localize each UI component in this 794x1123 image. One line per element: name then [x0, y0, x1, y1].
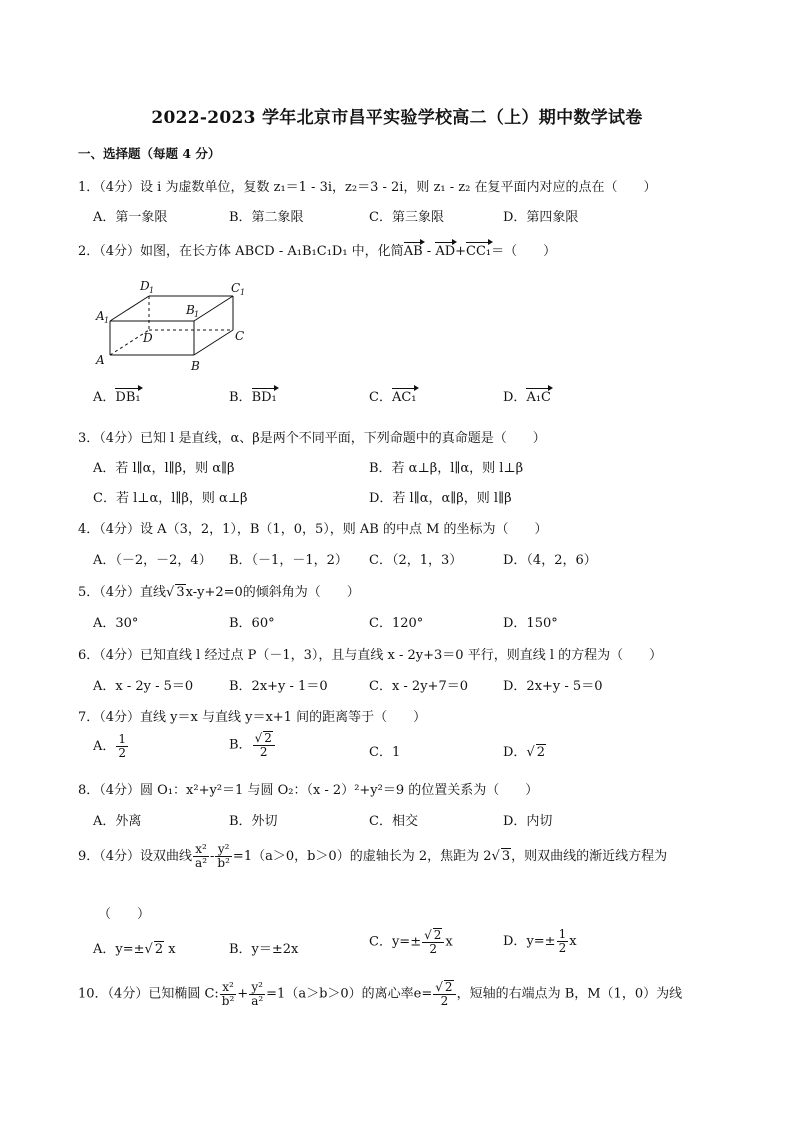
q2-option-b: B．BD₁ — [229, 386, 277, 405]
label-b1: B — [186, 303, 195, 317]
vector-ad: AD — [435, 241, 455, 259]
q2-option-d: D．A₁C — [503, 386, 551, 405]
q8-option-d: D．内切 — [503, 814, 553, 829]
q4-option-d: D．（4，2，6） — [503, 553, 597, 568]
label-b: B — [191, 359, 200, 373]
label-d: D — [143, 331, 153, 345]
q9-option-b: B．y＝±2x — [229, 942, 299, 957]
question-8: 8．（4分）圆 O₁：x²+y²＝1 与圆 O₂：（x - 2）²+y²＝9 的位置关系为（ ） — [78, 783, 539, 798]
q9-option-d: D．y=± $\frac{1}{2}$ x — [503, 927, 577, 956]
question-2: 2．（4分）如图，在长方体 ABCD - A₁B₁C₁D₁ 中，化简AB - AD+CC₁＝（ ） — [78, 240, 556, 259]
q1-option-b: B．第二象限 — [229, 210, 304, 225]
q1-option-a: A．第一象限 — [93, 210, 168, 225]
q2-option-a: A．DB₁ — [93, 386, 141, 405]
q6-option-c: C．x - 2y+7＝0 — [369, 679, 468, 694]
q3-option-d: D．若 l∥α，α∥β，则 l∥β — [369, 491, 512, 506]
svg-text:1: 1 — [240, 288, 246, 297]
question-1: 1．（4分）设 i 为虚数单位，复数 z₁＝1 - 3i，z₂＝3 - 2i，则 z₁ - z₂ 在复平面内对应的点在（ ） — [78, 180, 657, 195]
q7-option-a: A． $\frac{1}{2}$ — [93, 732, 127, 761]
q8-option-b: B．外切 — [229, 814, 278, 829]
q6-option-b: B．2x+y - 1＝0 — [229, 679, 328, 694]
q6-option-a: A．x - 2y - 5＝0 — [93, 679, 194, 694]
q1-option-d: D．第四象限 — [503, 210, 579, 225]
q7-option-c: C．1 — [369, 745, 401, 760]
q2-option-c: C．AC₁ — [369, 386, 417, 405]
q4-option-c: C．（2，1，3） — [369, 553, 463, 568]
q1-option-c: C．第三象限 — [369, 210, 444, 225]
label-c1: C — [231, 281, 241, 295]
label-c: C — [235, 329, 245, 343]
question-4: 4．（4分）设 A（3，2，1），B（1，0，5），则 AB 的中点 M 的坐标为（ ） — [78, 522, 548, 537]
q5-option-c: C．120° — [369, 616, 424, 631]
q5-option-a: A．30° — [93, 616, 139, 631]
question-3: 3．（4分）已知 l 是直线，α、β是两个不同平面，下列命题中的真命题是（ ） — [78, 431, 546, 446]
q9-option-a: A．y=±√ 2 x — [93, 942, 176, 957]
label-a: A — [96, 353, 105, 367]
q5-option-b: B．60° — [229, 616, 275, 631]
q5-option-d: D．150° — [503, 616, 558, 631]
label-a1: A — [96, 309, 105, 323]
svg-text:1: 1 — [104, 316, 110, 325]
vector-ab: AB — [404, 241, 423, 259]
question-9: 9．（4分）设双曲线 $\frac{\text{x²}}{\text{a²}}$ - $\frac{\text{y²}}{\text{b²}}$ =1（a＞0，b＞0）的虚轴长为 2，焦距为 2√ 3，则双曲线的渐近线方程为 — [78, 842, 668, 871]
question-6: 6．（4分）已知直线 l 经过点 P（－1，3），且与直线 x - 2y+3＝0 平行，则直线 l 的方程为（ ） — [78, 648, 663, 663]
q8-option-a: A．外离 — [93, 814, 142, 829]
q9-answer-blank: （ ） — [98, 907, 151, 922]
q7-option-d: D．√ 2 — [503, 745, 546, 760]
q9-option-c: C．y=± $\frac{√ 2}{2}$ x — [369, 928, 453, 957]
vector-cc1: CC₁ — [466, 241, 491, 259]
q3-option-a: A．若 l∥α，l∥β，则 α∥β — [93, 461, 235, 476]
question-10: 10．（4分）已知椭圆 C: $\frac{\text{x²}}{\text{b²}}$ + $\frac{\text{y²}}{\text{a²}}$ =1（a＞b＞0）的离心率e= $\frac{√ 2}{2}$ ，短轴的右端点为 B，M（1，0）为线 — [78, 979, 683, 1009]
svg-text:1: 1 — [194, 310, 200, 319]
question-7: 7．（4分）直线 y＝x 与直线 y＝x+1 间的距离等于（ ） — [78, 710, 427, 725]
q4-option-b: B．（－1，－1，2） — [229, 553, 348, 568]
q3-option-c: C．若 l⊥α，l∥β，则 α⊥β — [93, 491, 248, 506]
svg-text:1: 1 — [149, 286, 155, 295]
label-d1: D — [140, 279, 150, 293]
question-5: 5．（4分）直线√ 3x-y+2=0的倾斜角为（ ） — [78, 585, 360, 600]
page-title: 2022-2023 学年北京市昌平实验学校高二（上）期中数学试卷 — [151, 108, 643, 128]
q7-option-b: B． $\frac{√ 2}{2}$ — [229, 731, 276, 759]
section-heading: 一、选择题（每题 4 分） — [78, 146, 221, 161]
q4-option-a: A．（－2，－2，4） — [93, 553, 212, 568]
q6-option-d: D．2x+y - 5＝0 — [503, 679, 603, 694]
q8-option-c: C．相交 — [369, 814, 418, 829]
cuboid-figure — [90, 276, 260, 376]
q3-option-b: B．若 α⊥β，l∥α，则 l⊥β — [369, 461, 524, 476]
